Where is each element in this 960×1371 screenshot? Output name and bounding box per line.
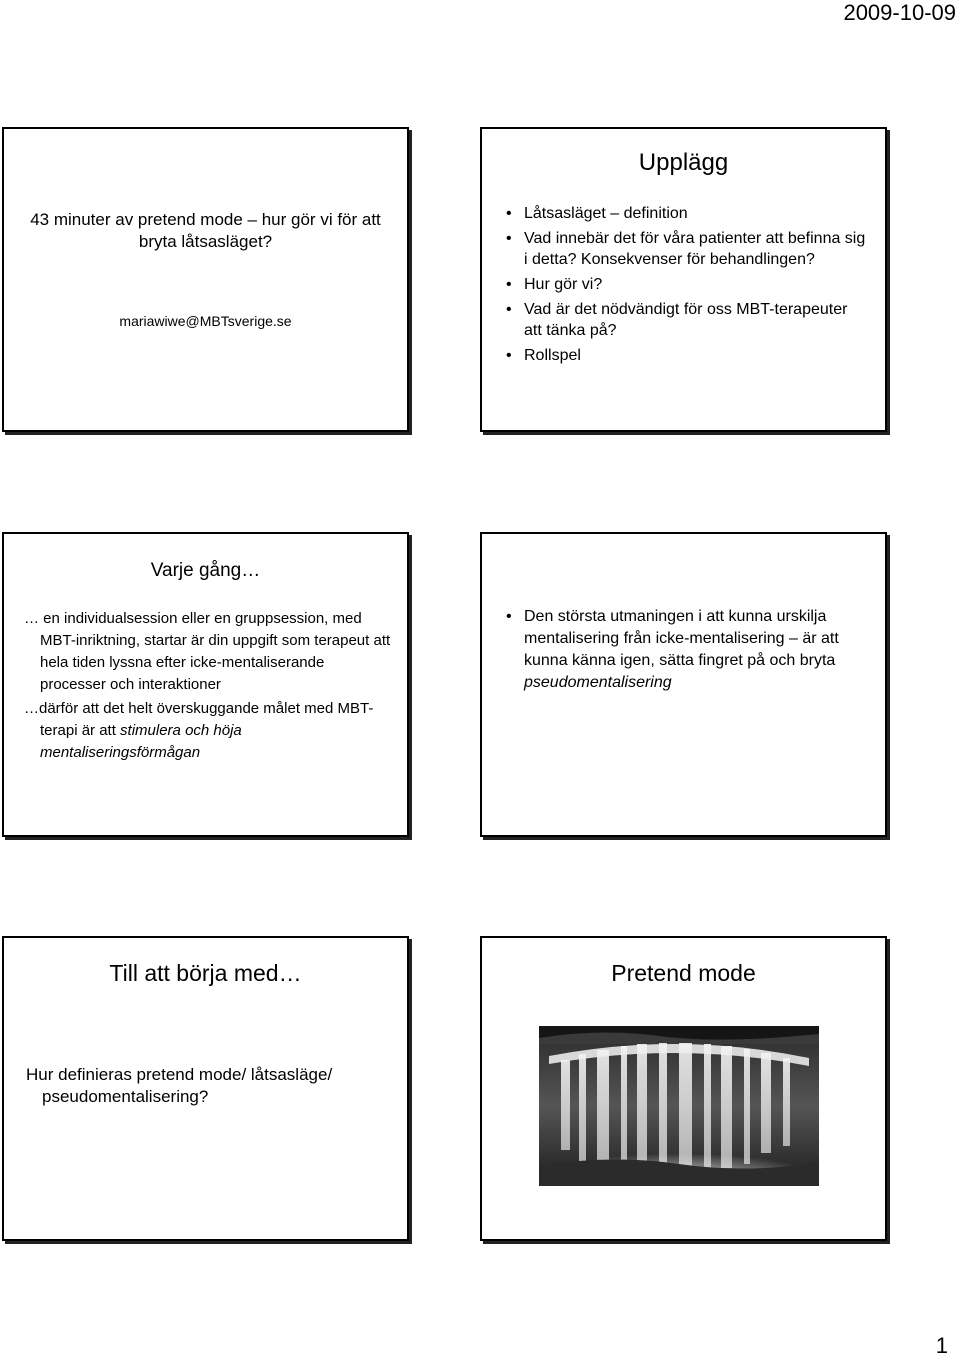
slide-2-title: Upplägg — [638, 149, 729, 176]
list-item — [504, 606, 869, 694]
list-item: • Vad innebär det för våra patienter att befinna sig i detta? Konsekvenser för behandlingen? — [504, 228, 867, 270]
slide-1-title: 43 minuter av pretend mode – hur gör vi för att bryta låtsasläget? — [30, 210, 381, 251]
paragraph — [24, 698, 393, 764]
slide-3-title: Varje gång… — [150, 560, 261, 581]
list-item: • Hur gör vi? — [504, 274, 867, 295]
list-item: • Rollspel — [504, 345, 867, 366]
slide-2 — [480, 127, 887, 432]
list-item: • Vad är det nödvändigt för oss MBT-terapeuter att tänka på? — [504, 299, 867, 341]
challenge-list — [504, 606, 869, 698]
slide-5-title: Till att börja med… — [109, 960, 302, 986]
slide-3-body — [24, 608, 393, 764]
slide-6-title: Pretend mode — [611, 960, 756, 986]
slide-3 — [2, 532, 409, 837]
page-date: 2009-10-09 — [843, 0, 956, 25]
list-item-text: Den största utmaningen i att kunna urskilja mentalisering från icke-mentalisering – är att kunna känna igen, sätta fingret på och bryta — [524, 608, 839, 669]
contact-email: mariawiwe@MBTsverige.se — [119, 313, 292, 329]
slide-6 — [480, 936, 887, 1241]
slide-5 — [2, 936, 409, 1241]
waterfall-photo — [539, 1026, 819, 1186]
emphasis-text: pseudomentalisering — [524, 674, 672, 691]
slide-1 — [2, 127, 409, 432]
question-text: Hur definieras pretend mode/ låtsasläge/ pseudomentalisering? — [26, 1065, 333, 1106]
slide-4 — [480, 532, 887, 837]
paragraph-lead: …därför att det helt överskuggande målet med MBT-terapi är att — [24, 700, 374, 739]
emphasis-text: stimulera och höja mentaliseringsförmågan — [40, 722, 242, 761]
agenda-list — [504, 203, 867, 370]
list-item: • Låtsasläget – definition — [504, 203, 867, 224]
paragraph: … en individualsession eller en gruppsession, med MBT-inriktning, startar är din uppgift som terapeut att hela tiden lyssna efter icke-mentaliserande processer och interaktioner — [24, 610, 391, 693]
page-number: 1 — [935, 1333, 948, 1358]
